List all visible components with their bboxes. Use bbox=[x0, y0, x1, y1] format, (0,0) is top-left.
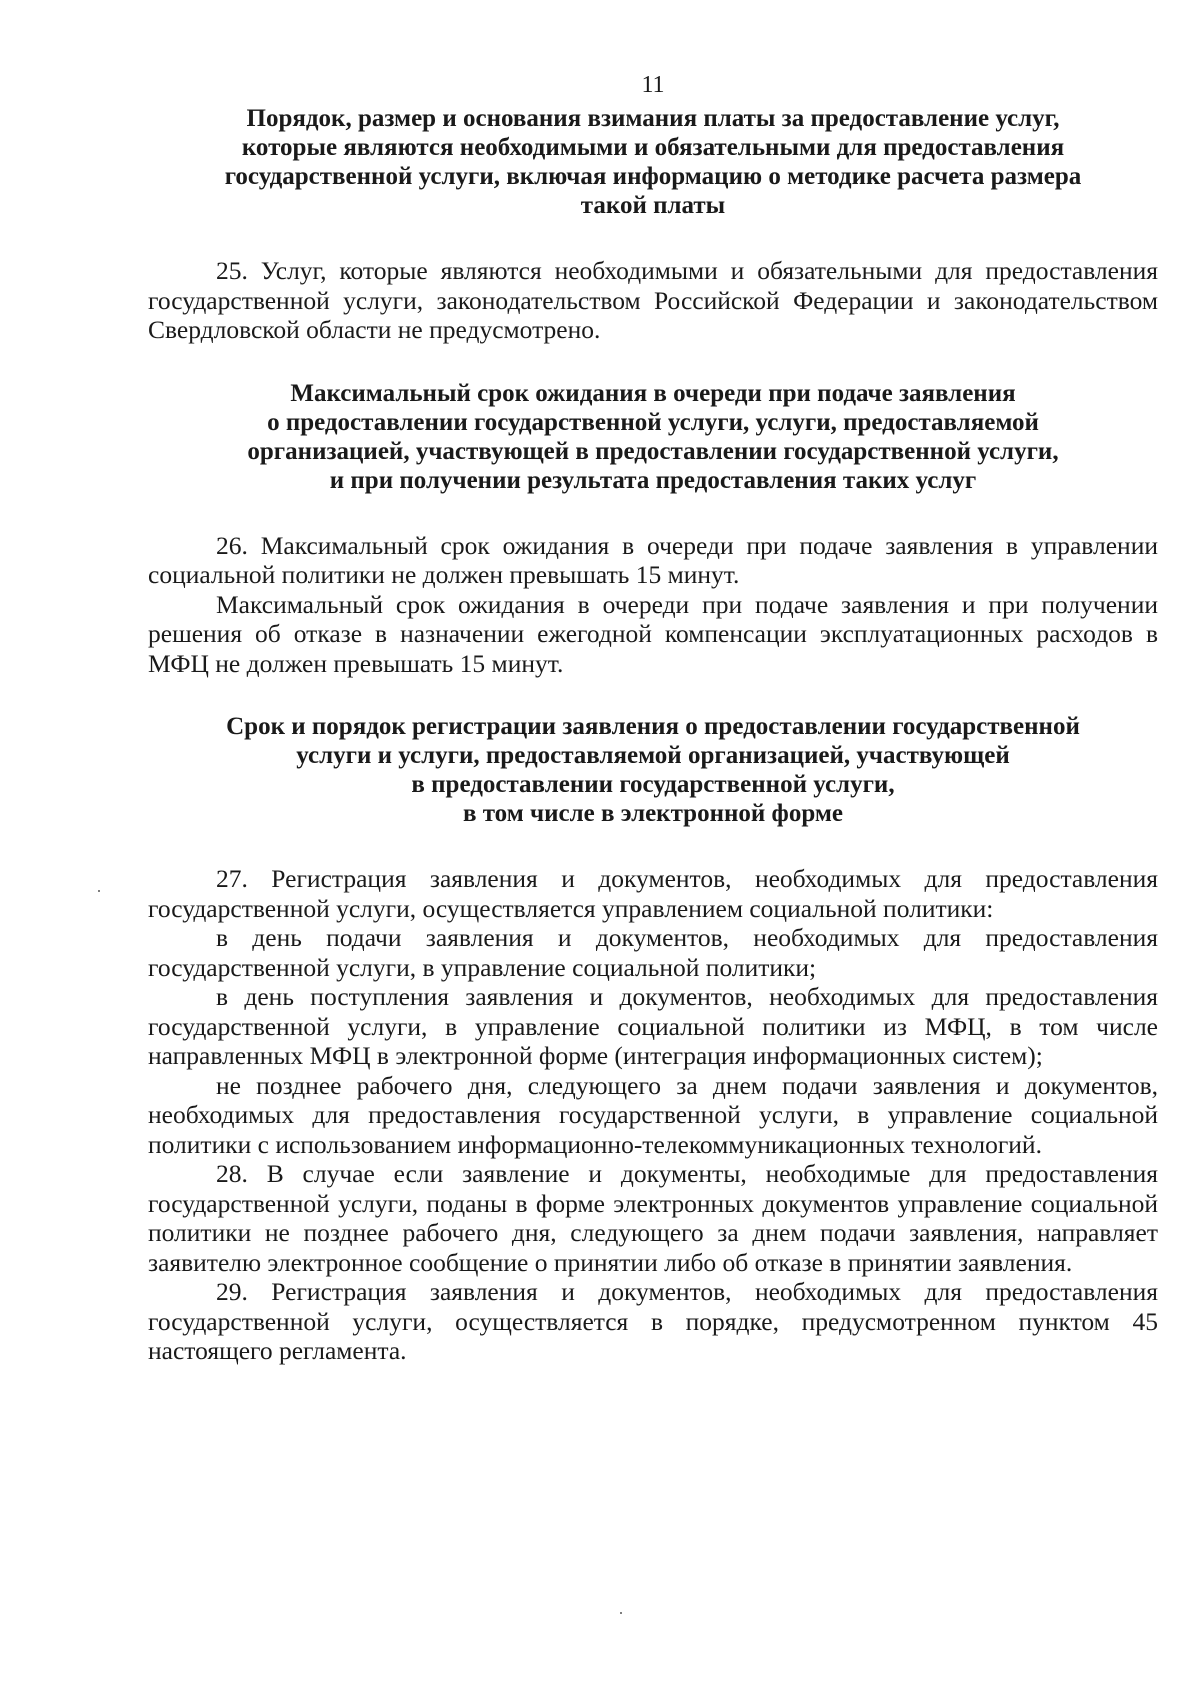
paragraph-27: 27. Регистрация заявления и документов, необходимых для предоставления государственной услуги, осуществляется управлением социальной политики: bbox=[148, 864, 1158, 923]
paragraph-27-item-3: не позднее рабочего дня, следующего за днем подачи заявления и документов, необходимых для предоставления государственной услуги, в управление социальной политики с использованием информационно-телекоммуникационных технологий. bbox=[148, 1070, 1158, 1159]
heading-line: такой платы bbox=[580, 192, 726, 219]
heading-line: которые являются необходимыми и обязательными для предоставления bbox=[241, 134, 1065, 161]
heading-line: Порядок, размер и основания взимания платы за предоставление услуг, bbox=[246, 105, 1060, 132]
heading-line: в том числе в электронной форме bbox=[462, 800, 843, 827]
scan-speck bbox=[98, 890, 100, 892]
document-body bbox=[148, 70, 1158, 1366]
section-heading-registration bbox=[148, 712, 1158, 828]
section-heading-waiting-time bbox=[148, 379, 1158, 495]
heading-line: и при получении результата предоставления таких услуг bbox=[329, 466, 977, 494]
heading-line: организацией, участвующей в предоставлении государственной услуги, bbox=[247, 437, 1059, 465]
heading-line: услуги и услуги, предоставляемой организацией, участвующей bbox=[296, 742, 1010, 769]
paragraph-27-item-2: в день поступления заявления и документов, необходимых для предоставления государственной услуги, в управление социальной политики из МФЦ, в том числе направленных МФЦ в электронной форме (интеграция информационных систем); bbox=[148, 982, 1158, 1070]
heading-line: Срок и порядок регистрации заявления о предоставлении государственной bbox=[226, 713, 1080, 740]
heading-line: Максимальный срок ожидания в очереди при подаче заявления bbox=[290, 379, 1016, 407]
paragraph-26: 26. Максимальный срок ожидания в очереди при подаче заявления в управлении социальной политики не должен превышать 15 минут. bbox=[148, 530, 1158, 589]
section-heading-fees bbox=[148, 104, 1158, 220]
heading-line: о предоставлении государственной услуги, услуги, предоставляемой bbox=[267, 408, 1039, 436]
paragraph-27-item-1: в день подачи заявления и документов, необходимых для предоставления государственной услуги, в управление социальной политики; bbox=[148, 923, 1158, 982]
paragraph-26-mfc: Максимальный срок ожидания в очереди при подаче заявления и при получении решения об отказе в назначении ежегодной компенсации эксплуатационных расходов в МФЦ не должен превышать 15 минут. bbox=[148, 589, 1158, 678]
paragraph-28: 28. В случае если заявление и документы, необходимые для предоставления государственной услуги, поданы в форме электронных документов управление социальной политики не позднее рабочего дня, следующего за днем подачи заявления, направляет заявителю электронное сообщение о принятии либо об отказе в принятии заявления. bbox=[148, 1159, 1158, 1277]
scan-speck bbox=[620, 1612, 622, 1614]
page-number: 11 bbox=[641, 72, 665, 98]
heading-line: в предоставлении государственной услуги, bbox=[411, 771, 895, 798]
paragraph-29: 29. Регистрация заявления и документов, необходимых для предоставления государственной услуги, осуществляется в порядке, предусмотренном пунктом 45 настоящего регламента. bbox=[148, 1277, 1158, 1365]
heading-line: государственной услуги, включая информацию о методике расчета размера bbox=[224, 163, 1082, 190]
paragraph-25: 25. Услуг, которые являются необходимыми и обязательными для предоставления государственной услуги, законодательством Российской Федерации и законодательством Свердловской области не предусмотрено. bbox=[148, 256, 1158, 344]
